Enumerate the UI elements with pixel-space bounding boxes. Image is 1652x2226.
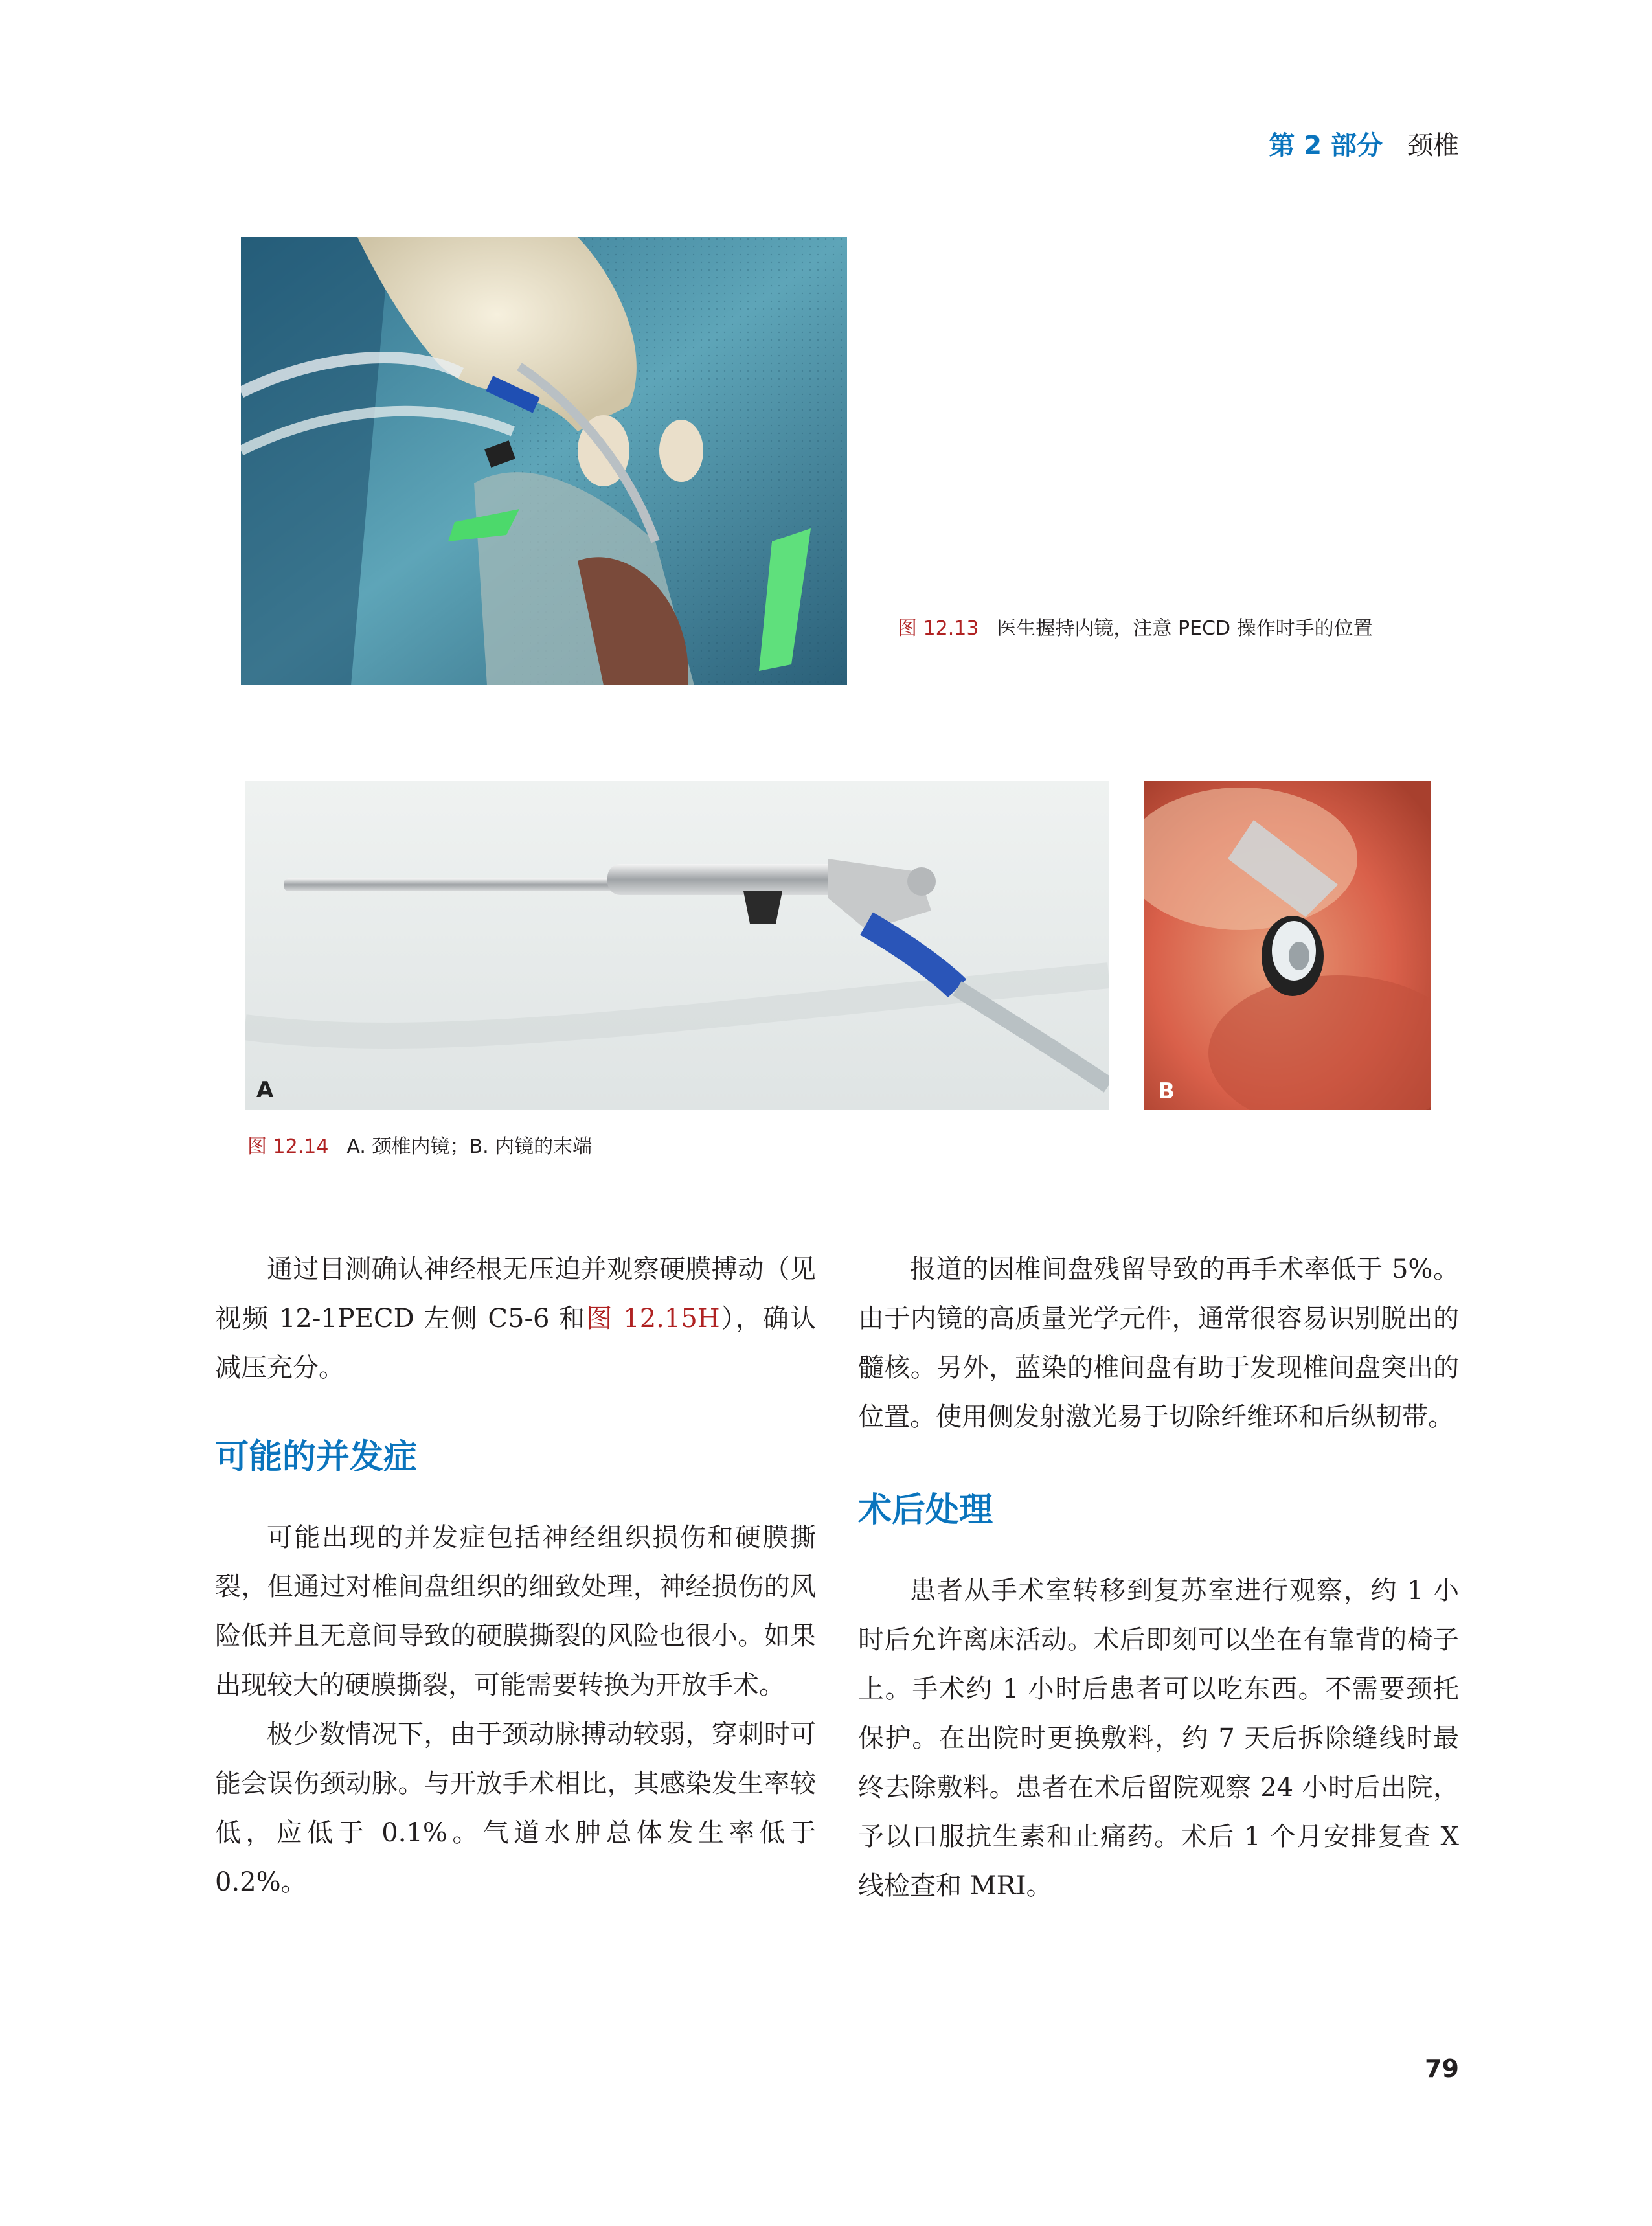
section-heading-postoperative: 术后处理 [858, 1491, 993, 1530]
figure-caption-text: 医生握持内镜，注意 PECD 操作时手的位置 [997, 617, 1373, 640]
paragraph: 可能出现的并发症包括神经组织损伤和硬膜撕裂，但通过对椎间盘组织的细致处理，神经损伤的风险低并且无意间导致的硬膜撕裂的风险也很小。如果出现较大的硬膜撕裂，可能需要转换为开放手术。 [215, 1523, 816, 1700]
paragraph: 患者从手术室转移到复苏室进行观察，约 1 小时后允许离床活动。术后即刻可以坐在有靠背的椅子上。手术约 1 小时后患者可以吃东西。不需要颈托保护。在出院时更换敷料，约 7 天后拆除缝线时最终去除敷料。患者在术后留院观察 24 小时后出院，予以口服抗生素和止痛药。术后 1 个月安排复查 X 线检查和 MRI。 [858, 1576, 1459, 1901]
figure-caption-text: A. 颈椎内镜；B. 内镜的末端 [346, 1135, 593, 1158]
section-heading-complications: 可能的并发症 [215, 1438, 418, 1477]
photo-label-b: B [1158, 1078, 1175, 1104]
figure-12-14b-photo [1144, 781, 1431, 1110]
photo-label-a: A [256, 1077, 274, 1103]
paragraph: 报道的因椎间盘残留导致的再手术率低于 5%。由于内镜的高质量光学元件，通常很容易识别脱出的髓核。另外，蓝染的椎间盘有助于发现椎间盘突出的位置。使用侧发射激光易于切除纤维环和后纵韧带。 [858, 1255, 1459, 1432]
figure-number: 图 12.13 [898, 617, 979, 640]
figure-12-14a-photo [245, 781, 1109, 1110]
paragraph-text: ），确认减压充分。 [215, 1304, 817, 1383]
paragraph: 极少数情况下，由于颈动脉搏动较弱，穿刺时可能会误伤颈动脉。与开放手术相比，其感染发生率较低，应低于 0.1%。气道水肿总体发生率低于 0.2%。 [215, 1720, 816, 1897]
figure-number: 图 12.14 [247, 1135, 329, 1158]
part-label: 第 2 部分 [1269, 131, 1383, 161]
figure-12-14-caption [247, 1130, 1024, 1164]
chapter-label: 颈椎 [1407, 131, 1459, 161]
page-number: 79 [1425, 2054, 1459, 2083]
figure-12-13-caption [898, 611, 1442, 646]
figure-reference-link[interactable]: 图 12.15H [586, 1304, 720, 1334]
paragraph [215, 1245, 816, 1392]
paragraph-text: 通过目测确认神经根无压迫并观察硬膜搏动（见视频 12-1PECD 左侧 C5-6 和 [215, 1255, 816, 1334]
figure-12-13-photo [241, 237, 847, 685]
right-column [858, 1245, 1459, 1911]
left-column [215, 1245, 816, 1907]
running-header [1269, 130, 1459, 162]
